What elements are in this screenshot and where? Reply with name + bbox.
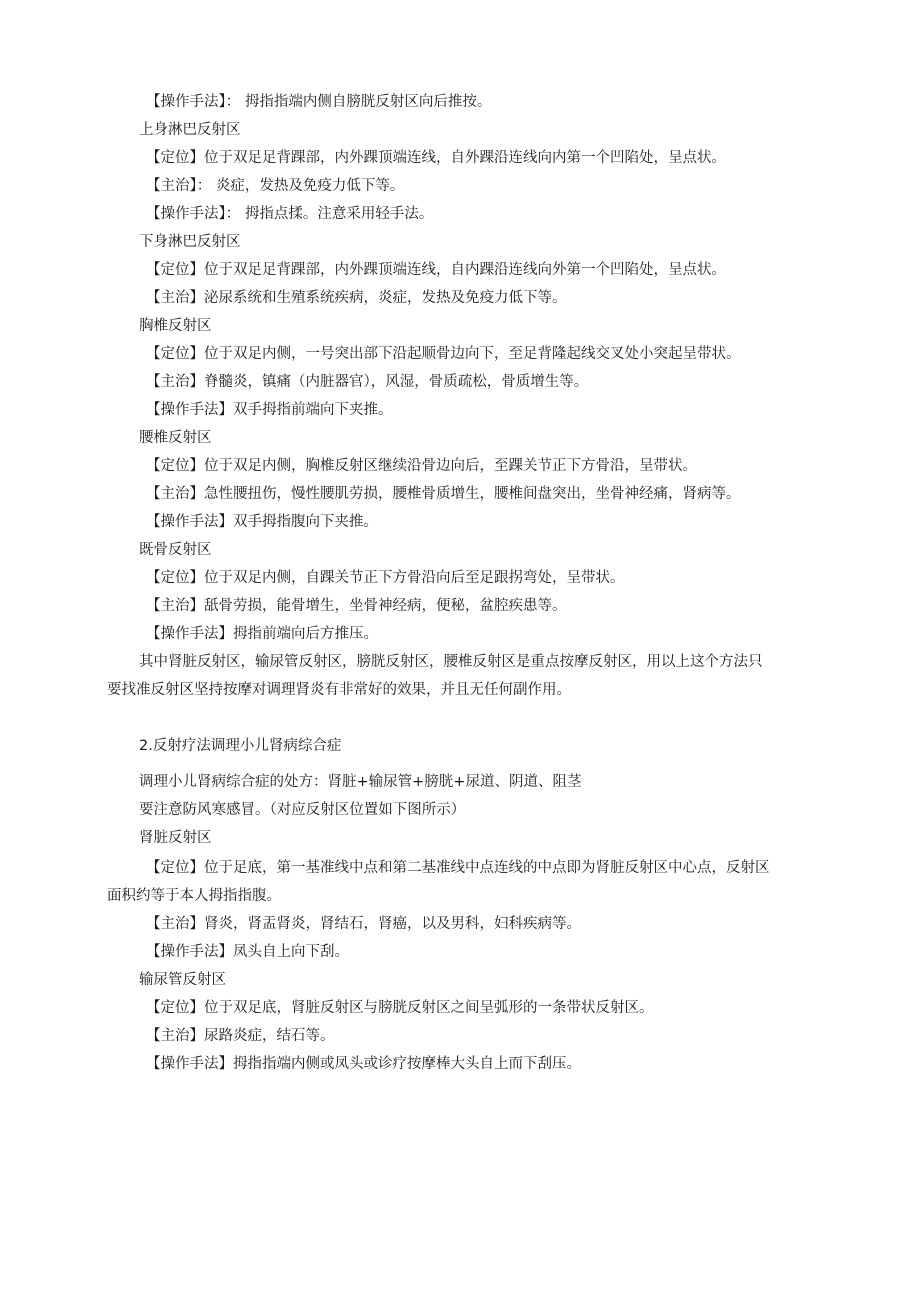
text-line: 【操作手法】凤头自上向下刮。 [146,944,349,960]
text-line: 【主治】急性腰扭伤，慢性腰肌劳损，腰椎骨质增生，腰椎间盘突出，坐骨神经痛，肾病等。 [146,486,741,502]
text-line: 【操作手法】拇指指端内侧或凤头或诊疗按摩棒大头自上而下刮压。 [146,1056,581,1072]
text-line: 调理小儿肾病综合症的处方：肾脏+输尿管+膀胱+尿道、阴道、阻茎 [139,774,582,790]
text-line: 【主治】尿路炎症，结石等。 [146,1028,335,1044]
section-heading: 胸椎反射区 [139,318,212,334]
text-line: 【操作手法】双手拇指前端向下夹推。 [146,402,393,418]
text-line: 【主治】脊髓炎，镇痛（内脏器官），风湿，骨质疏松，骨质增生等。 [146,374,589,390]
section-heading: 腰椎反射区 [139,430,212,446]
section-heading: 肾脏反射区 [139,830,212,846]
text-line: 【定位】位于双足内侧，自踝关节正下方骨沿向后至足跟拐弯处，呈带状。 [146,570,625,586]
text-line: 【主治】： 炎症，发热及免疫力低下等。 [146,178,405,194]
text-line: 【定位】位于双足足背踝部，内外踝顶端连线，自外踝沿连线向内第一个凹陷处，呈点状。 [146,150,726,166]
text-line: 要找准反射区坚持按摩对调理肾炎有非常好的效果，并且无任何副作用。 [107,682,571,698]
text-line: 面积约等于本人拇指指腹。 [107,888,281,904]
text-line: 【主治】舐骨劳损，能骨增生，坐骨神经病，便秘，盆腔疾患等。 [146,598,567,614]
section-heading: 上身淋巴反射区 [139,122,241,138]
text-line: 【操作手法】拇指前端向后方推压。 [146,626,378,642]
section-title: 2.反射疗法调理小儿肾病综合症 [139,738,342,754]
section-heading: 既骨反射区 [139,542,212,558]
text-line: 【定位】位于双足内侧，一号突出部下沿起顺骨边向下，至足背隆起线交叉处小突起呈带状。 [146,346,741,362]
text-line: 【定位】位于双足底，肾脏反射区与膀胱反射区之间呈弧形的一条带状反射区。 [146,1000,654,1016]
text-line: 【操作手法】： 拇指指端内侧自膀胱反射区向后推按。 [146,94,492,110]
text-line: 【主治】泌尿系统和生殖系统疾病，炎症，发热及免疫力低下等。 [146,290,567,306]
text-line: 【主治】肾炎，肾盂肾炎，肾结石，肾癌，以及男科，妇科疾病等。 [146,916,581,932]
text-line: 要注意防风寒感冒。（对应反射区位置如下图所示） [139,802,466,818]
text-line: 【定位】位于双足内侧，胸椎反射区继续沿骨边向后，至踝关节正下方骨沿，呈带状。 [146,458,697,474]
text-line: 其中肾脏反射区，输尿管反射区，膀胱反射区，腰椎反射区是重点按摩反射区，用以上这个方法只 [139,654,763,670]
text-line: 【定位】位于足底，第一基准线中点和第二基准线中点连线的中点即为肾脏反射区中心点，反射区 [146,860,770,876]
text-line: 【操作手法】双手拇指腹向下夹推。 [146,514,378,530]
section-heading: 输尿管反射区 [139,972,226,988]
text-line: 【定位】位于双足足背踝部，内外踝顶端连线，自内踝沿连线向外第一个凹陷处，呈点状。 [146,262,726,278]
text-line: 【操作手法】： 拇指点揉。注意采用轻手法。 [146,206,434,222]
section-heading: 下身淋巴反射区 [139,234,241,250]
